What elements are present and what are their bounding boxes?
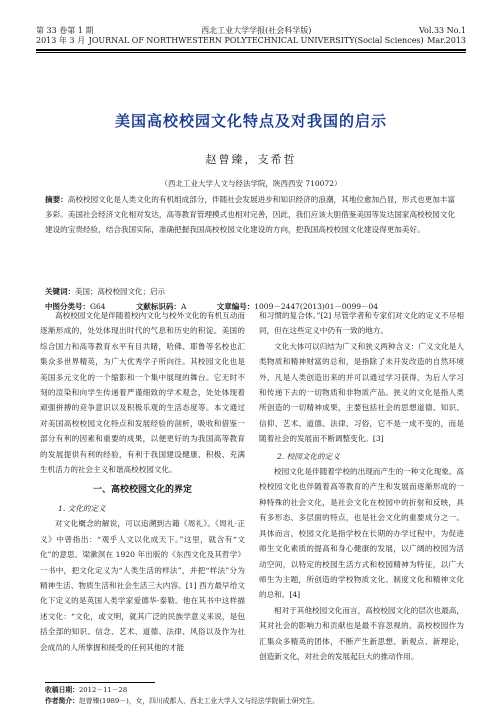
article-title: 美国高校校园文化特点及对我国的启示	[114, 112, 387, 130]
abstract-text: 高校校园文化是人类文化的有机组成部分，伴随社会发展进步和知识经济的浪潮，其地位愈加凸显，形式也更加丰富多彩。美国社会经济文化相对发达，高等教育管理模式也相对完善，因此，我们应该大胆借鉴美国等发达国家高校校园文化建设的宝贵经验，结合我国实际，准确把握我国高校校园文化建设的方向，把我国高校校园文化建设得更加美好。	[45, 195, 456, 234]
running-header	[36, 26, 466, 46]
doc-code: A	[180, 302, 187, 311]
doc-label: 文献标识码：	[135, 302, 181, 311]
article-label: 文章编号：	[216, 302, 255, 311]
author-bio-label: 作者简介：	[45, 697, 79, 705]
header-rule	[36, 49, 466, 51]
keywords-label: 关键词：	[45, 287, 75, 296]
author-bio: 赵曾臻(1989－)，女，四川成都人，西北工业大学人文与经法学院硕士研究生。	[78, 697, 320, 705]
keywords: 美国；高校校园文化；启示	[75, 287, 165, 296]
body-paragraph: 对文化概念的解说，可以追溯到古籍《周礼》。《周礼·正义》中曾指出：“观乎人文以化成天下。”这里，就含有“文化”的意思。梁漱溟在 1920 年出版的《东西文化及其哲学》一书中，把文化定义为“人类生活的样法”，并把“样法”分为精神生活、物质生活和社会生活三大内容。[1] 西方最早给文化下定义的是英国人类学家爱德华·泰勒。他在其书中这样描述文化：“文化，或文明，就其广泛的民族学意义来说，是包括全部的知识、信念、艺术、道德、法律、风俗以及作为社会成员的人所掌握和接受的任何其他的才能	[40, 519, 245, 652]
body-paragraph: 和习惯的复合体。”[2] 尽管学者和专家们对文化的定义不尽相同，但在这些定义中仍有一致的地方。	[259, 311, 464, 336]
journal-title-cn: 西北工业大学学报(社会科学版)	[201, 26, 312, 35]
footnote-rule	[45, 682, 155, 683]
volume-issue-en: Vol.33 No.1	[419, 26, 466, 35]
volume-issue: 第 33 卷第 1 期	[36, 26, 94, 35]
footnote	[45, 685, 466, 707]
publication-date: 2013 年 3 月	[36, 36, 86, 45]
subsection-heading: 1. 文化的定义	[58, 503, 106, 513]
left-column	[40, 308, 245, 655]
article-number: 1009－2447(2013)01－0099－04	[254, 302, 379, 311]
clc-code: G64	[90, 302, 106, 311]
abstract-label: 摘要：	[45, 195, 68, 204]
intro-paragraph: 高校校园文化是伴随着校内文化与校外文化的有机互动而逐渐形成的，处处体现出时代的气息和历史的积淀。美国的综合国力和高等教育水平有目共睹，哈佛、耶鲁等名校也汇集众多世界精英，为广大优秀学子所向往。其校园文化也是美国多元文化的一个缩影和一个集中展现的舞台。它无时不刻的渲染和向学生传递着严谨细致的学术观念，处处体现着顽强拼搏的竞争意识以及积极乐观的生活态度等。本文通过对美国高校校园文化特点和发展经验的剖析，吸收和借鉴一部分有利的因素和重要的成果，以便更好的为我国高等教育的发展提供有利的经验，有利于我国建设健康、积极、充满生机活力的社会主义和谐高校校园文化。	[40, 311, 245, 475]
header-rule-thin	[36, 52, 466, 53]
author-names: 赵曾臻，支希哲	[205, 153, 297, 166]
received-date: 2012－11－28	[78, 686, 128, 694]
section-heading: 一、高校校园文化的界定	[92, 485, 192, 496]
received-label: 收稿日期：	[45, 686, 79, 694]
body-paragraph: 校园文化是伴随着学校的出现而产生的一种文化现象。高校校园文化也伴随着高等教育的产生和发展而逐渐形成的一种特殊的社会文化，是社会文化在校园中的折射和反映，具有多形态、多层面的特点，也是社会文化的重要成分之一。具体而言，校园文化是指学校在长期的办学过程中，为促进师生文化素质的提高和身心健康的发展，以广阔的校园为活动空间，以特定的校园生活方式和校园精神为特征，以广大师生为主题，所创造的学校物质文化、制度文化和精神文化的总和。[4]	[259, 467, 464, 600]
author-affiliation: （西北工业大学人文与经法学院，陕西西安 710072）	[160, 179, 342, 188]
publication-date-en: Mar.2013	[427, 36, 466, 45]
keywords-line	[45, 284, 457, 299]
right-column	[259, 308, 464, 664]
subsection-heading: 2. 校园文化的定义	[277, 451, 340, 461]
author-bio-line	[45, 696, 466, 707]
clc-label: 中图分类号：	[45, 302, 90, 311]
received-line	[45, 685, 466, 696]
abstract	[45, 192, 457, 237]
journal-title-en: JOURNAL OF NORTHWESTERN POLYTECHNICAL UNIVERSITY(Social Sciences)	[88, 36, 424, 45]
body-paragraph: 相对于其他校园文化而言，高校校园文化的层次也最高，其对社会的影响力和贡献也是最不容忽视的。高校校园作为汇集众多精英的团体，不断产生新思想、新观点、新理论，创造新文化，对社会的发展起巨大的推动作用。	[259, 605, 464, 661]
body-paragraph: 文化大体可以归结为广义和狭义两种含义：广义文化是人类物质和精神财富的总和，是指除了未开发改造的自然环境外，凡是人类创造出来的并可以通过学习获得，为后人学习和传递下去的一切物质和非物质产品。狭义的文化是指人类所创造的一切精神成果，主要包括社会的思想道德、知识、信仰、艺术、道德、法律、习俗，它不是一成不变的，而是随着社会的发展而不断调整变化。[3]	[259, 341, 464, 444]
